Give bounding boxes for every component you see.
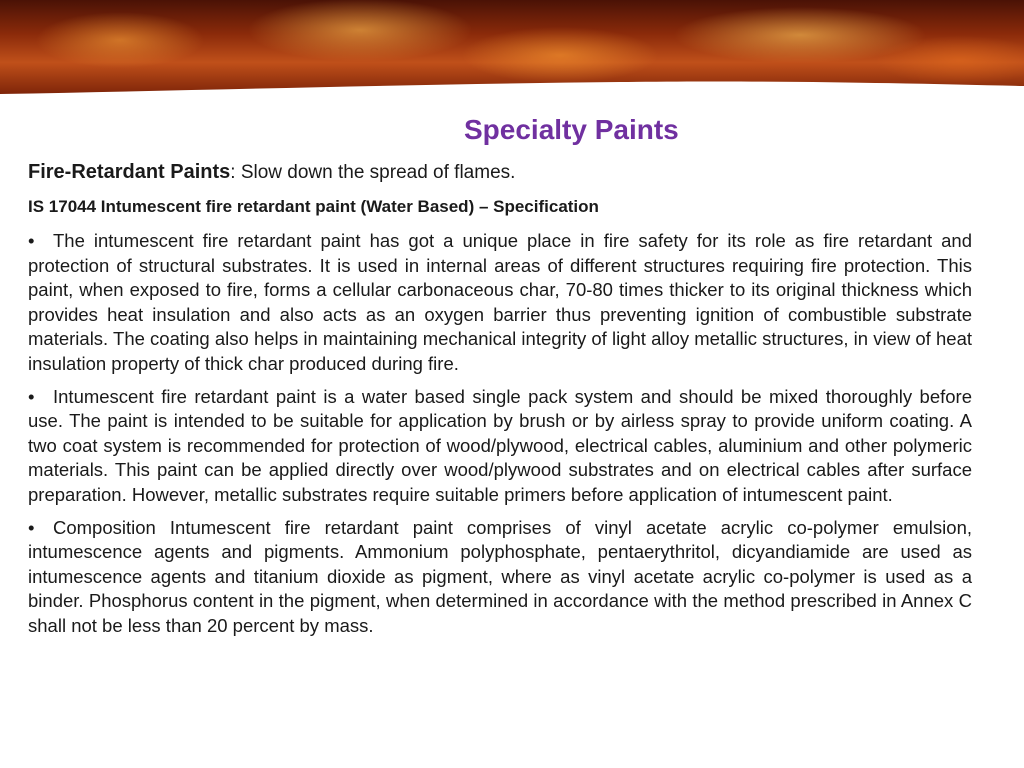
- bullet-icon: •: [28, 385, 35, 407]
- bullet-paragraph: [28, 516, 972, 639]
- fire-retardant-heading: [28, 161, 515, 184]
- heading-text: : Slow down the spread of flames.: [230, 162, 516, 183]
- bullet-paragraph: [28, 385, 972, 508]
- bullet-icon: •: [28, 516, 35, 538]
- bullet-text: Composition Intumescent fire retardant paint comprises of vinyl acetate acrylic co-polymer emulsion, intumescence agents and pigments. Ammonium polyphosphate, pentaerythritol, dicyandiamide are used as intumescence agents and titanium dioxide as pigment, where as vinyl acetate acrylic co-polymer is used as a binder. Phosphorus content in the pigment, when determined in accordance with the method prescribed in Annex C shall not be less than 20 percent by mass.: [28, 516, 972, 636]
- banner-wave-divider: [0, 60, 1024, 100]
- bullet-icon: •: [28, 230, 35, 251]
- bullet-paragraph: [28, 229, 972, 377]
- heading-label: Fire-Retardant Paints: [28, 161, 231, 183]
- bullet-list: [28, 229, 972, 647]
- slide-title: Specialty Paints: [464, 114, 679, 145]
- bullet-text: The intumescent fire retardant paint has got a unique place in fire safety for its role as fire retardant and protection of structural substrates. It is used in internal areas of different structures requiring fire protection. This paint, when exposed to fire, forms a cellular carbonaceous char, 70-80 times thicker to its original thickness which provides heat insulation and also acts as an oxygen barrier thus preventing ignition of combustible substrate materials. The coating also helps in maintaining mechanical integrity of light alloy metallic structures, in view of heat insulation property of thick char produced during fire.: [28, 230, 972, 374]
- specification-line: IS 17044 Intumescent fire retardant paint (Water Based) – Specification: [28, 197, 599, 216]
- bullet-text: Intumescent fire retardant paint is a water based single pack system and should be mixed thoroughly before use. The paint is intended to be suitable for application by brush or by airless spray to provide uniform coating. A two coat system is recommended for protection of wood/plywood, electrical cables, aluminium and other polymeric materials. This paint can be applied directly over wood/plywood substrates and on electrical cables after surface preparation. However, metallic substrates require suitable primers before application of intumescent paint.: [28, 385, 972, 505]
